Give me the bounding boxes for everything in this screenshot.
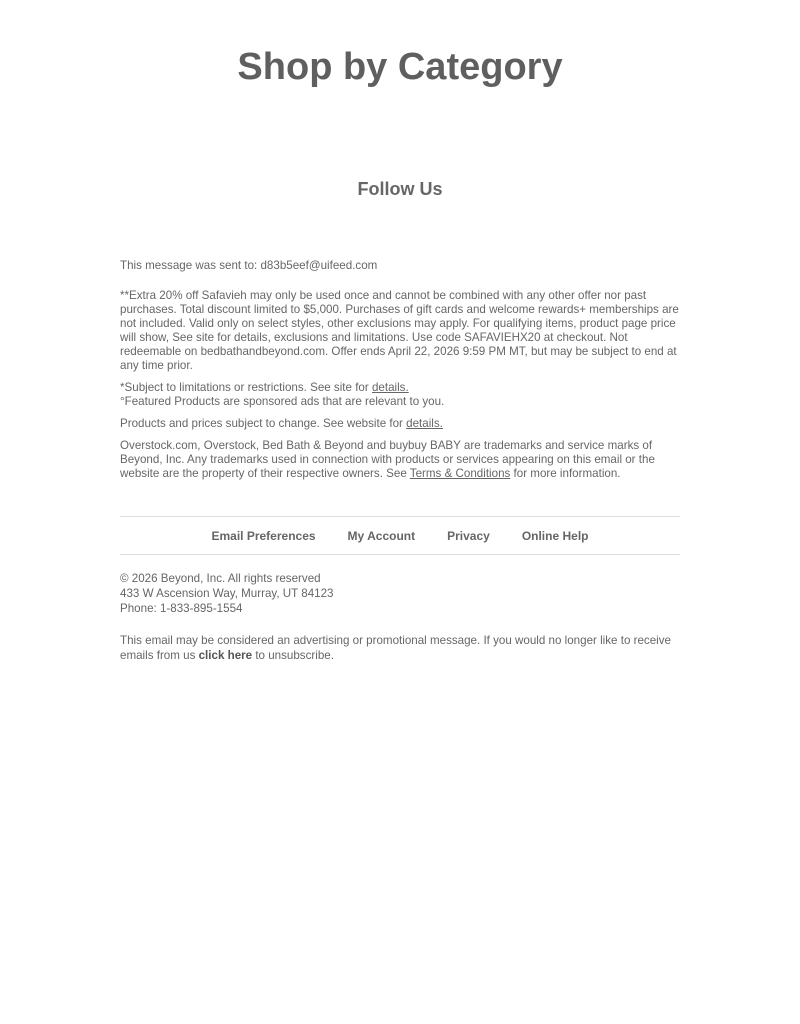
privacy-link[interactable]: Privacy <box>447 528 490 543</box>
online-help-link[interactable]: Online Help <box>521 528 589 543</box>
follow-us-title: Follow Us <box>357 179 443 199</box>
my-account-link[interactable]: My Account <box>347 528 416 543</box>
prices-details-link[interactable]: details. <box>406 417 443 430</box>
terms-conditions-link[interactable]: Terms & Conditions <box>409 467 511 480</box>
address: 433 W Ascension Way, Murray, UT 84123 <box>120 587 334 600</box>
limitations-details-link[interactable]: details. <box>371 381 409 394</box>
sent-to-line <box>120 259 680 273</box>
unsubscribe-link[interactable]: click here <box>198 649 253 662</box>
trademarks-suffix: for more information. <box>510 467 621 480</box>
trademarks-text <box>120 439 680 481</box>
sent-to-label: This message was sent to: <box>120 259 261 272</box>
company-info <box>120 571 680 616</box>
email-disclaimer <box>120 259 680 481</box>
offer-disclaimer: **Extra 20% off Safavieh may only be used once and cannot be combined with any other offer nor past purchases. Total discount limited to $5,000. Purchases of gift cards and welcome rewards+ memberships are not included. Valid only on select styles, other exclusions may apply. For qualifying items, product page price will show, See site for details, exclusions and limitations. Use code SAFAVIEHX20 at checkout. Not redeemable on bedbathandbeyond.com. Offer ends April 22, 2026 9:59 PM MT, but may be subject to end at any time prior. <box>120 289 679 372</box>
limitations-text <box>120 381 680 409</box>
phone: Phone: 1-833-895-1554 <box>120 602 243 615</box>
unsubscribe-label: This email may be considered an advertising or promotional message. If you would no longer like to receive emails from us <box>120 634 671 662</box>
page-title: Shop by Category <box>237 46 563 88</box>
prices-label: Products and prices subject to change. See website for <box>120 417 407 430</box>
copyright: © 2026 Beyond, Inc. All rights reserved <box>120 572 321 585</box>
prices-text <box>120 417 680 431</box>
limitations-label: *Subject to limitations or restrictions. See site for <box>120 381 372 394</box>
trademarks-label: Overstock.com, Overstock, Bed Bath & Beyond and buybuy BABY are trademarks and service marks of Beyond, Inc. Any trademarks used in connection with products or services appearing on this email or the website are the property of their respective owners. See <box>120 439 655 480</box>
featured-products-note: °Featured Products are sponsored ads that are relevant to you. <box>120 395 445 408</box>
unsubscribe-suffix: to unsubscribe. <box>252 649 334 662</box>
recipient-email: d83b5eef@uifeed.com <box>260 259 378 272</box>
footer-nav <box>120 516 680 555</box>
email-preferences-link[interactable]: Email Preferences <box>211 528 316 543</box>
unsubscribe-text <box>120 633 680 663</box>
